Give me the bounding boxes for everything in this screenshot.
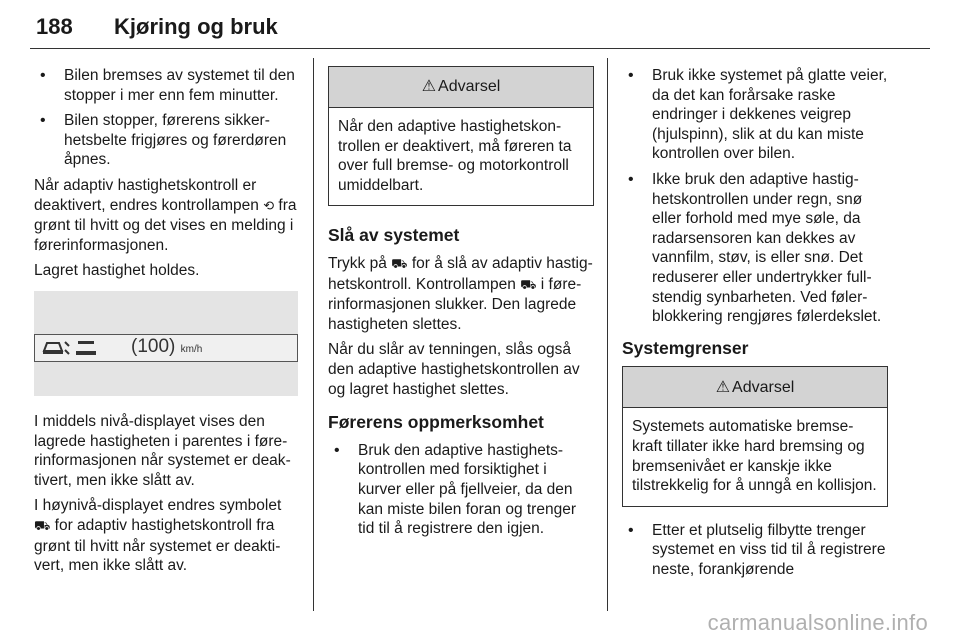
- chapter-title: Kjøring og bruk: [114, 14, 278, 39]
- display-bar: [34, 334, 298, 362]
- distance-icon: [75, 338, 97, 358]
- warning-text: Når den adaptive hastighetskontrollen er deaktivert, må føreren ta over full bremse- og motorkontroll umiddelbart.: [338, 118, 572, 194]
- page-header: [30, 8, 930, 49]
- page-number: 188: [36, 14, 73, 39]
- list-item: • Bruk ikke systemet på glatte veier, da det kan forårsake raske endringer i dekkenes veigrep (hjulspinn), slik at du kan miste kontrollen over bilen.: [622, 66, 888, 164]
- list-item: • Bruk den adaptive hastighetskontrollen med forsiktighet i kurver eller på fjellveier, da den kan miste bilen foran og trenger tid til å registrere den igjen.: [328, 441, 594, 539]
- section-heading: Førerens oppmerksomhet: [328, 412, 544, 433]
- column-2: [328, 66, 594, 545]
- warning-header: ⚠ Advarsel: [329, 67, 593, 108]
- column-1: [34, 66, 298, 582]
- section-heading: Systemgrenser: [622, 337, 749, 358]
- adaptive-cruise-icon: ⛟: [520, 277, 537, 293]
- column-divider-2: [607, 58, 608, 611]
- display-illustration: [34, 291, 298, 396]
- column-3: [622, 66, 888, 585]
- column-divider-1: [313, 58, 314, 611]
- warning-box: [622, 366, 888, 506]
- warning-header: ⚠ Advarsel: [623, 367, 887, 408]
- paragraph: Trykk på ⛟ for å slå av adaptiv hastighetskontroll. Kontrollampen ⛟ i førerinformasjonen slukker. Den lagrede hastigheten slettes.: [328, 254, 593, 333]
- list-item: • Ikke bruk den adaptive hastighetskontrollen under regn, snø eller forhold med mye søle, da radarsensoren kan dekkes av vannfilm, støv, is eller snø. Det reduserer eller undertrykker fullstendig synbarheten. Ved følerblokkering rengjøres følerdekslet.: [622, 170, 888, 327]
- list-item: • Bilen bremses av systemet til den stopper i mer enn fem minutter.: [34, 66, 298, 105]
- paragraph: I høynivå-displayet endres symbolet ⛟ for adaptiv hastighetskontroll fra grønt til hvitt når systemet er deaktivert, men ikke slått av.: [34, 497, 282, 575]
- adaptive-cruise-icon: ⛟: [391, 256, 408, 272]
- adaptive-cruise-icon: ⛟: [34, 518, 51, 534]
- warning-triangle-icon: ⚠: [715, 378, 731, 396]
- adaptive-cruise-icon: [41, 338, 71, 358]
- warning-text: Systemets automatiske bremsekraft tillater ikke hard bremsing og bremsenivået er kanskje ikke tilstrekkelig for å unngå en kollisjon.: [632, 418, 877, 495]
- paragraph: Når du slår av tenningen, slås også den adaptive hastighetskontrollen av og lagret hastighet slettes.: [328, 341, 580, 398]
- warning-box: [328, 66, 594, 206]
- section-heading: Slå av systemet: [328, 225, 460, 246]
- warning-triangle-icon: ⚠: [421, 78, 437, 96]
- paragraph: I middels nivå-displayet vises den lagrede hastigheten i parentes i førerinformasjonen når systemet er deaktivert, men ikke slått av.: [34, 412, 291, 489]
- stored-speed: (100) km/h: [131, 335, 203, 357]
- paragraph: Lagret hastighet holdes.: [34, 262, 200, 280]
- paragraph: Når adaptiv hastighetskontroll er deaktivert, endres kontrollampen ⟲ fra grønt til hvitt og det vises en melding i førerinformasjonen.: [34, 176, 297, 254]
- list-item: • Bilen stopper, førerens sikkerhetsbelte frigjøres og førerdøren åpnes.: [34, 111, 298, 170]
- list-item: • Etter et plutselig filbytte trenger systemet en viss tid til å registrere neste, forankjørende: [622, 521, 888, 580]
- watermark: carmanualsonline.info: [707, 610, 928, 635]
- adaptive-cruise-off-icon: ⟲: [263, 198, 275, 214]
